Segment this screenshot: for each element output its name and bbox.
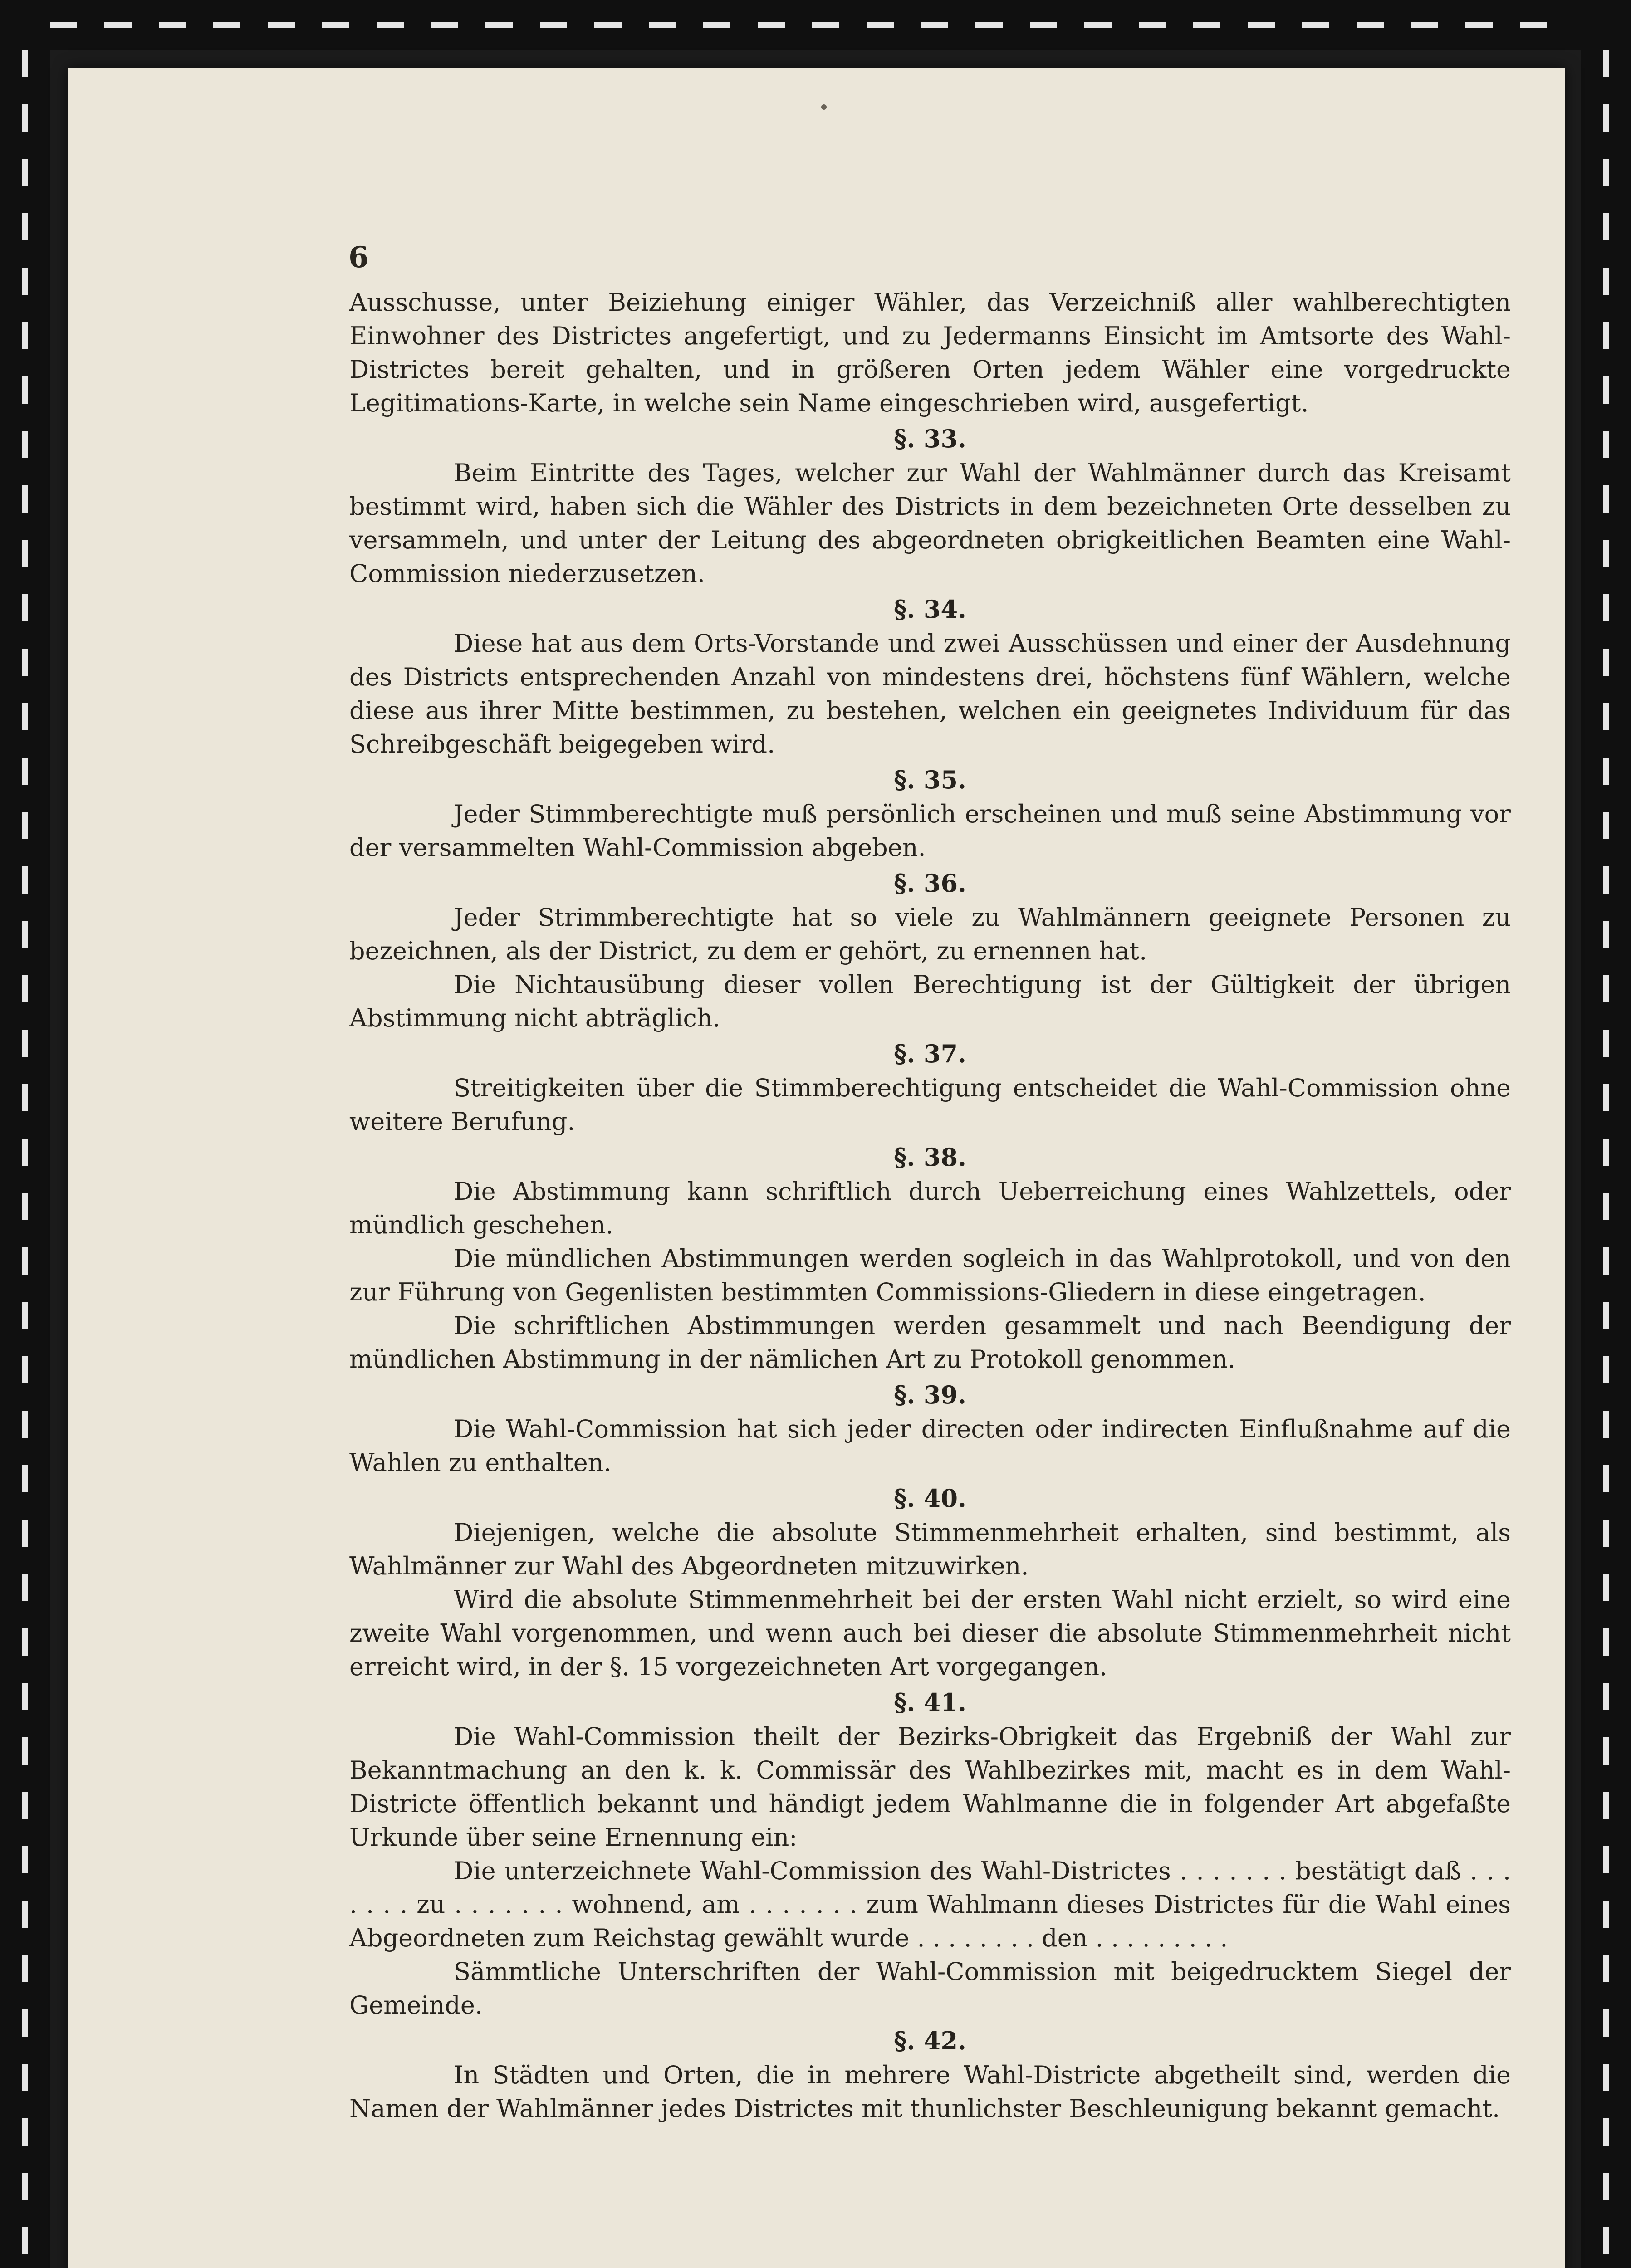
paragraph: Diese hat aus dem Orts-Vorstande und zwei Ausschüssen und einer der Ausdehnung des Districts entsprechenden Anzahl von mindestens drei, höchstens fünf Wählern, welche diese aus ihrer Mitte bestimmen, zu bestehen, welchen ein geeignetes Individuum für das Schreibgeschäft beigegeben wird. (349, 629, 1511, 758)
paragraph: Sämmtliche Unterschriften der Wahl-Commission mit beigedrucktem Siegel der Gemeinde. (349, 1957, 1511, 2019)
paragraph: In Städten und Orten, die in mehrere Wahl-Districte abgetheilt sind, werden die Namen der Wahlmänner jedes Districtes mit thunlichster Beschleunigung bekannt gemacht. (349, 2061, 1511, 2123)
paragraph: Die schriftlichen Abstimmungen werden gesammelt und nach Beendigung der mündlichen Abstimmung in der nämlichen Art zu Protokoll genommen. (349, 1311, 1511, 1374)
paragraph: Die Abstimmung kann schriftlich durch Ueberreichung eines Wahlzettels, oder mündlich geschehen. (349, 1177, 1511, 1239)
paragraph: Ausschusse, unter Beiziehung einiger Wähler, das Verzeichniß aller wahlberechtigten Einwohner des Districtes angefertigt, und zu Jedermanns Einsicht im Amtsorte des Wahl-Districtes bereit gehalten, und in größeren Orten jedem Wähler eine vorgedruckte Legitimations-Karte, in welche sein Name eingeschrieben wird, ausgefertigt. (349, 288, 1511, 417)
section-heading: §. 33. (894, 424, 966, 453)
section-heading: §. 36. (894, 869, 966, 898)
document-page (68, 68, 1565, 2268)
page-number: 6 (348, 240, 369, 274)
scale-ticks-left (22, 50, 28, 2268)
paragraph: Die mündlichen Abstimmungen werden sogleich in das Wahlprotokoll, und von den zur Führung von Gegenlisten bestimmten Commissions-Gliedern in diese eingetragen. (349, 1244, 1511, 1306)
section-heading: §. 38. (894, 1143, 966, 1172)
paragraph: Jeder Stimmberechtigte muß persönlich erscheinen und muß seine Abstimmung vor der versammelten Wahl-Commission abgeben. (349, 800, 1511, 862)
paragraph: Beim Eintritte des Tages, welcher zur Wahl der Wahlmänner durch das Kreisamt bestimmt wird, haben sich die Wähler des Districts in dem bezeichneten Orte desselben zu versammeln, und unter der Leitung des abgeordneten obrigkeitlichen Beamten eine Wahl-Commission niederzusetzen. (349, 459, 1511, 588)
section-heading: §. 34. (894, 595, 966, 624)
section-heading: §. 42. (894, 2026, 966, 2055)
paragraph: Streitigkeiten über die Stimmberechtigung entscheidet die Wahl-Commission ohne weitere Berufung. (349, 1074, 1511, 1136)
section-heading: §. 41. (894, 1688, 966, 1717)
paragraph: Die Wahl-Commission theilt der Bezirks-Obrigkeit das Ergebniß der Wahl zur Bekanntmachung an den k. k. Commissär des Wahlbezirkes mit, macht es in dem Wahl-Districte öffentlich bekannt und händigt jedem Wahlmanne die in folgender Art abgefaßte Urkunde über seine Ernennung ein: (349, 1722, 1511, 1852)
section-heading: §. 39. (894, 1380, 966, 1409)
scale-ticks-top (50, 22, 1581, 28)
paragraph: Wird die absolute Stimmenmehrheit bei der ersten Wahl nicht erzielt, so wird eine zweite Wahl vorgenommen, und wenn auch bei dieser die absolute Stimmenmehrheit nicht erreicht wird, in der §. 15 vorgezeichneten Art vorgegangen. (349, 1585, 1511, 1681)
paragraph: Die Nichtausübung dieser vollen Berechtigung ist der Gültigkeit der übrigen Abstimmung nicht abträglich. (349, 970, 1511, 1032)
section-heading: §. 40. (894, 1484, 966, 1513)
paragraph: Die unterzeichnete Wahl-Commission des Wahl-Districtes . . . . . . . bestätigt daß . . . . . . . zu . . . . . . . wohnend, am . . . . . . . zum Wahlmann dieses Districtes für die Wahl eines Abgeordneten zum Reichstag gewählt wurde . . . . . . . . den . . . . . . . . . (349, 1857, 1511, 1952)
section-heading: §. 35. (894, 765, 966, 794)
paragraph: Jeder Strimmberechtigte hat so viele zu Wahlmännern geeignete Personen zu bezeichnen, als der District, zu dem er gehört, zu ernennen hat. (349, 903, 1511, 965)
paragraph: Diejenigen, welche die absolute Stimmenmehrheit erhalten, sind bestimmt, als Wahlmänner zur Wahl des Abgeordneten mitzuwirken. (349, 1518, 1511, 1580)
paragraph: Die Wahl-Commission hat sich jeder directen oder indirecten Einflußnahme auf die Wahlen zu enthalten. (349, 1415, 1511, 1477)
ink-spot (821, 104, 827, 110)
scale-ticks-right (1603, 50, 1609, 2268)
section-heading: §. 37. (894, 1039, 966, 1068)
document-body (349, 286, 1511, 2126)
